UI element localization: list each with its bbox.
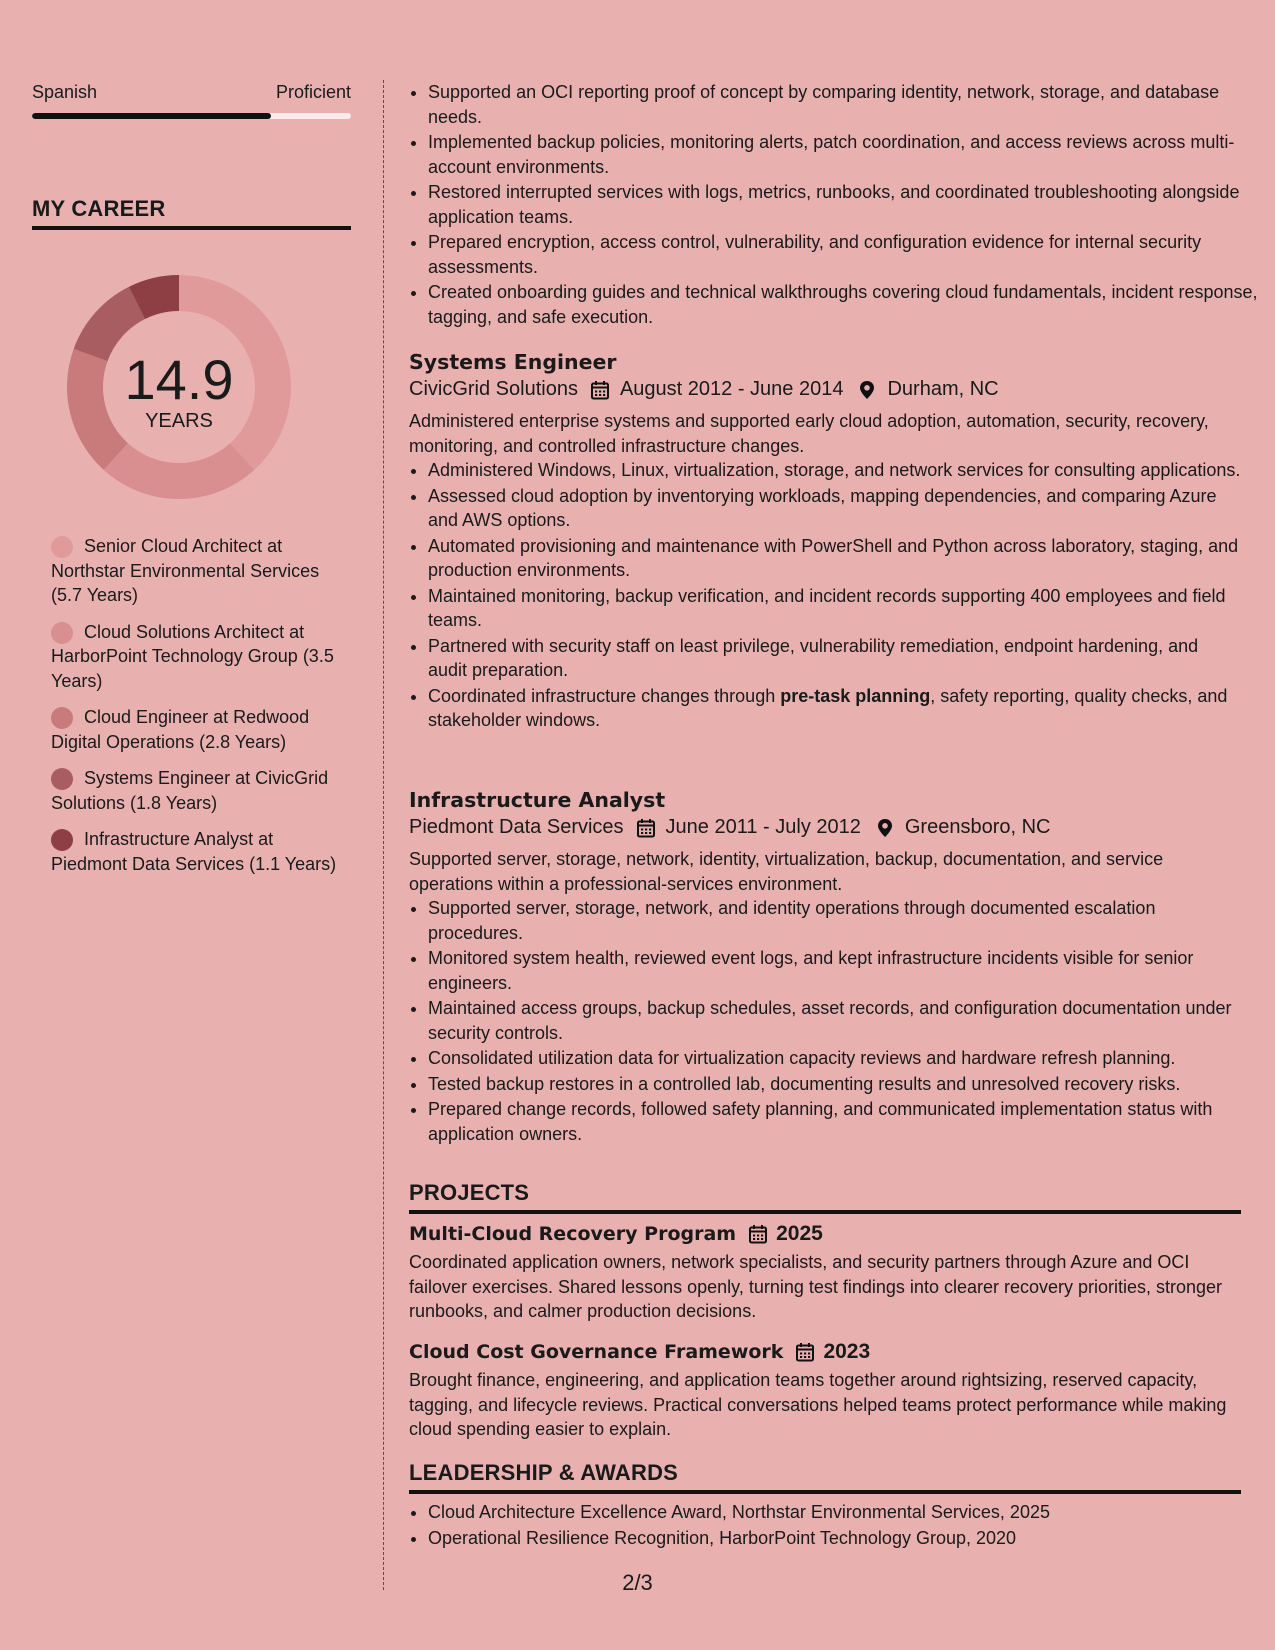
project-description: Coordinated application owners, network specialists, and security partners through Azure and OCI failover exercises. Shared lessons openly, turning test findings into clearer recovery priorities, stronger runbooks, and calmer production decisions. — [409, 1252, 1223, 1321]
bullet-item — [428, 684, 1241, 733]
legend-swatch — [51, 768, 73, 790]
language-level: Proficient — [275, 82, 351, 102]
page-number: 2/3 — [622, 1570, 653, 1595]
continued-experience-bullets — [409, 80, 1260, 330]
bullet-item: • Prepared change records, followed safety planning, and communicated implementation status with application owners. — [428, 1097, 1241, 1146]
column-divider — [383, 80, 384, 1590]
legend-label: Cloud Solutions Architect at HarborPoint Technology Group (3.5 Years) — [51, 621, 334, 691]
career-years-unit: YEARS — [145, 410, 213, 432]
job-dates: August 2012 - June 2014 — [619, 378, 844, 400]
bullet-item: • Consolidated utilization data for virtualization capacity reviews and hardware refresh planning. — [428, 1046, 1241, 1071]
legend-label: Cloud Engineer at Redwood Digital Operations (2.8 Years) — [51, 707, 310, 752]
project-item — [409, 1340, 1241, 1442]
project-item — [409, 1222, 1241, 1324]
bullet-item: • Supported server, storage, network, and identity operations through documented escalation procedures. — [428, 896, 1241, 945]
legend-label: Infrastructure Analyst at Piedmont Data Services (1.1 Years) — [51, 829, 337, 874]
bullet-item: • Tested backup restores in a controlled lab, documenting results and unresolved recovery risks. — [428, 1072, 1241, 1097]
donut-slice — [104, 443, 255, 499]
career-legend-item — [51, 620, 341, 694]
calendar-icon — [795, 1342, 815, 1362]
career-section-title: MY CAREER — [32, 196, 351, 230]
language-proficiency-bar — [32, 113, 351, 119]
bullet-item: • Automated provisioning and maintenance with PowerShell and Python across laboratory, staging, and production environments. — [428, 534, 1241, 583]
calendar-icon — [748, 1224, 768, 1244]
legend-swatch — [51, 536, 73, 558]
career-legend-item — [51, 534, 341, 608]
job-dates: June 2011 - July 2012 — [665, 816, 861, 838]
bullet-text-after: , safety reporting, quality checks, and stakeholder windows. — [428, 685, 1228, 730]
job-location: Durham, NC — [887, 378, 999, 400]
bullet-text-before: Coordinated infrastructure changes through — [428, 685, 781, 706]
calendar-icon — [590, 380, 610, 400]
career-legend — [51, 534, 341, 888]
job-infrastructure-analyst — [409, 788, 1241, 1147]
bullet-item: • Prepared encryption, access control, vulnerability, and configuration evidence for internal security assessments. — [428, 230, 1260, 279]
legend-swatch — [51, 707, 73, 729]
projects-section-title: PROJECTS — [409, 1180, 1241, 1214]
language-name: Spanish — [32, 82, 98, 102]
job-meta — [409, 378, 1241, 401]
language-row — [32, 82, 351, 103]
project-title-row — [409, 1222, 1241, 1246]
calendar-icon — [636, 818, 656, 838]
bullet-item: • Partnered with security staff on least privilege, vulnerability remediation, endpoint hardening, and audit preparation. — [428, 634, 1241, 683]
career-legend-item — [51, 705, 341, 754]
bullet-item: • Assessed cloud adoption by inventorying workloads, mapping dependencies, and comparing Azure and AWS options. — [428, 484, 1241, 533]
bullet-item: • Implemented backup policies, monitoring alerts, patch coordination, and access reviews across multi-account environments. — [428, 130, 1260, 179]
bullet-item: • Monitored system health, reviewed event logs, and kept infrastructure incidents visible for senior engineers. — [428, 946, 1241, 995]
project-description: Brought finance, engineering, and application teams together around rightsizing, reserved capacity, tagging, and lifecycle reviews. Practical conversations helped teams protect performance while making cloud spending easier to explain. — [409, 1370, 1227, 1439]
bullet-item: • Supported an OCI reporting proof of concept by comparing identity, network, storage, and database needs. — [428, 80, 1260, 129]
bullet-item: • Cloud Architecture Excellence Award, Northstar Environmental Services, 2025 — [428, 1500, 1260, 1525]
bullet-text-bold: pre-task planning — [780, 685, 931, 706]
map-pin-icon — [875, 818, 895, 838]
bullet-item: • Operational Resilience Recognition, HarborPoint Technology Group, 2020 — [428, 1526, 1260, 1551]
job-meta — [409, 816, 1241, 839]
bullet-item: • Maintained monitoring, backup verification, and incident records supporting 400 employees and field teams. — [428, 584, 1241, 633]
language-proficiency-fill — [32, 113, 271, 119]
job-title: Systems Engineer — [409, 350, 617, 374]
project-name: Cloud Cost Governance Framework — [409, 1341, 784, 1363]
job-location: Greensboro, NC — [904, 816, 1051, 838]
legend-label: Systems Engineer at CivicGrid Solutions (1.8 Years) — [51, 768, 329, 813]
bullet-item: • Maintained access groups, backup schedules, asset records, and configuration documentation under security controls. — [428, 996, 1241, 1045]
awards-section-title: LEADERSHIP & AWARDS — [409, 1460, 1241, 1494]
map-pin-icon — [857, 380, 877, 400]
project-name: Multi-Cloud Recovery Program — [409, 1223, 737, 1245]
bullet-item: • Restored interrupted services with logs, metrics, runbooks, and coordinated troubleshooting alongside application teams. — [428, 180, 1260, 229]
bullet-item: • Created onboarding guides and technical walkthroughs covering cloud fundamentals, incident response, tagging, and safe execution. — [428, 280, 1260, 329]
awards-list — [409, 1500, 1260, 1551]
job-summary: Administered enterprise systems and supported early cloud adoption, automation, security, recovery, monitoring, and controlled infrastructure changes. — [409, 411, 1209, 456]
job-company: Piedmont Data Services — [409, 816, 624, 838]
legend-swatch — [51, 829, 73, 851]
project-title-row — [409, 1340, 1241, 1364]
job-summary: Supported server, storage, network, identity, virtualization, backup, documentation, and service operations within a professional-services environment. — [409, 849, 1164, 894]
job-systems-engineer — [409, 350, 1241, 734]
project-year: 2025 — [776, 1222, 823, 1245]
legend-label: Senior Cloud Architect at Northstar Environmental Services (5.7 Years) — [51, 536, 320, 605]
career-legend-item — [51, 827, 341, 876]
career-total-years: 14.9 — [124, 348, 234, 411]
project-year: 2023 — [823, 1340, 871, 1363]
bullet-item: • Administered Windows, Linux, virtualization, storage, and network services for consulting applications. — [428, 458, 1241, 483]
job-bullets — [409, 458, 1241, 733]
job-bullets — [409, 896, 1241, 1146]
job-title: Infrastructure Analyst — [409, 788, 666, 812]
legend-swatch — [51, 622, 73, 644]
job-company: CivicGrid Solutions — [409, 378, 578, 400]
career-legend-item — [51, 766, 341, 815]
